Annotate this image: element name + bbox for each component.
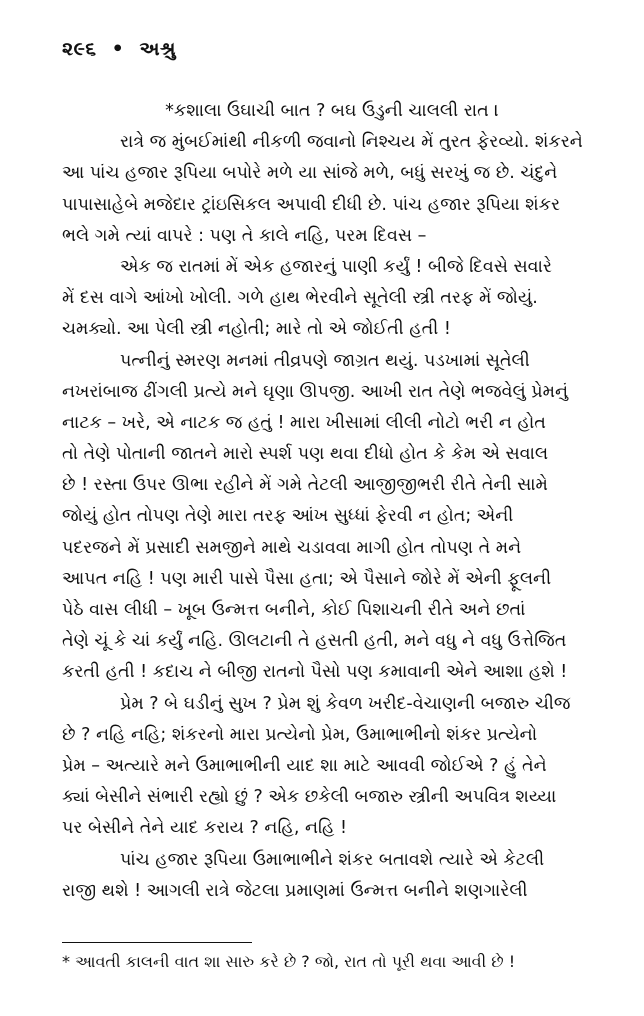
text-line: નાટક – ખરે, એ નાટક જ હતું ! મારા ખીસામાં લીલી નોટો ભરી ન હોત: [62, 412, 546, 433]
text-line: છે ! રસ્તા ઉપર ઊભા રહીને મેં ગમે તેટલી આજીજીભરી રીતે તેની સામે: [62, 475, 548, 496]
text-line: પ્રેમ – અત્યારે મને ઉમાભાભીની યાદ શા માટે આવવી જોઈએ ? હું તેને: [62, 755, 547, 776]
page-header: [62, 38, 176, 60]
footnote: * આવતી કાલની વાત શા સારુ કરે છે ? જો, રાત તો પૂરી થવા આવી છે !: [62, 952, 516, 971]
text-line: પત્નીનું સ્મરણ મનમાં તીવ્રપણે જાગ્રત થયું. પડખામાં સૂતેલી: [120, 350, 530, 371]
text-line: ચમક્યો. આ પેલી સ્ત્રી નહોતી; મારે તો એ જોઈતી હતી !: [62, 319, 451, 340]
text-line: ભલે ગમે ત્યાં વાપરે : પણ તે કાલે નહિ, પરમ દિવસ –: [62, 225, 427, 246]
text-line: રાત્રે જ મુંબઈમાંથી નીકળી જવાનો નિશ્ચય મેં તુરત ફેરવ્યો. શંકરને: [120, 132, 583, 153]
text-line: મેં દસ વાગે આંખો ખોલી. ગળે હાથ ભેરવીને સૂતેલી સ્ત્રી તરફ મેં જોયું.: [62, 288, 538, 309]
text-line: પદરજને મેં પ્રસાદી સમજીને માથે ચડાવવા માગી હોત તોપણ તે મને: [62, 537, 522, 558]
text-line: જોયું હોત તોપણ તેણે મારા તરફ આંખ સુધ્ધાં ફેરવી ન હોત; એની: [62, 506, 514, 527]
text-line: પેઠે વાસ લીધી – ખૂબ ઉન્મત્ત બનીને, કોઈ પિશાચની રીતે અને છતાં: [62, 600, 526, 620]
footnote-rule: [62, 942, 252, 943]
text-line: ક્યાં બેસીને સંભારી રહ્યો છું ? એક છકેલી બજારુ સ્ત્રીની અપવિત્ર શય્યા: [62, 787, 557, 808]
text-line: તો તેણે પોતાની જાતને મારો સ્પર્શ પણ થવા દીધો હોત કે કેમ એ સવાલ: [62, 444, 549, 465]
text-line: પ્રેમ ? બે ઘડીનું સુખ ? પ્રેમ શું કેવળ ખરીદ-વેચાણની બજારુ ચીજ: [120, 693, 571, 714]
header-bullet: •: [111, 38, 125, 60]
body-text: [62, 96, 602, 907]
text-line: કરતી હતી ! કદાચ ને બીજી રાતનો પૈસો પણ કમાવાની એને આશા હશે !: [62, 662, 568, 683]
text-line: એક જ રાતમાં મેં એક હજારનું પાણી કર્યું ! બીજે દિવસે સવારે: [120, 256, 552, 277]
text-line: પર બેસીને તેને યાદ કરાય ? નહિ, નહિ !: [62, 818, 347, 839]
text-line: છે ? નહિ નહિ; શંકરનો મારા પ્રત્યેનો પ્રેમ, ઉમાભાભીનો શંકર પ્રત્યેનો: [62, 724, 538, 745]
text-line: આપત નહિ ! પણ મારી પાસે પૈસા હતા; એ પૈસાને જોરે મેં એની ફૂલની: [62, 568, 552, 589]
text-line: પાપાસાહેબે મજેદાર ટ્રાંઇસિકલ અપાવી દીધી છે. પાંચ હજાર રૂપિયા શંકર: [62, 194, 561, 215]
text-line: રાજી થશે ! આગલી રાત્રે જેટલા પ્રમાણમાં ઉન્મત્ત બનીને શણગારેલી: [62, 880, 528, 901]
text-line: નખરાંબાજ ઢીંગલી પ્રત્યે મને ઘૃણા ઊપજી. આખી રાત તેણે ભજવેલું પ્રેમનું: [62, 381, 569, 402]
text-line: આ પાંચ હજાર રૂપિયા બપોરે મળે યા સાંજે મળે, બધું સરખું જ છે. ચંદુને: [62, 163, 558, 184]
text-line: પાંચ હજાર રૂપિયા ઉમાભાભીને શંકર બતાવશે ત્યારે એ કેટલી: [120, 849, 545, 870]
text-line: તેણે ચૂં કે ચાં કર્યું નહિ. ઊલટાની તે હસતી હતી, મને વધુ ને વધુ ઉત્તેજિત: [62, 631, 567, 652]
page-number: ૨૯૬: [62, 38, 97, 60]
epigraph-line: *કશાલા ઉઘાચી બાત ? બઘ ઉડુની ચાલલી રાત ।: [165, 101, 499, 121]
book-title: અશ્રુ: [139, 38, 176, 60]
